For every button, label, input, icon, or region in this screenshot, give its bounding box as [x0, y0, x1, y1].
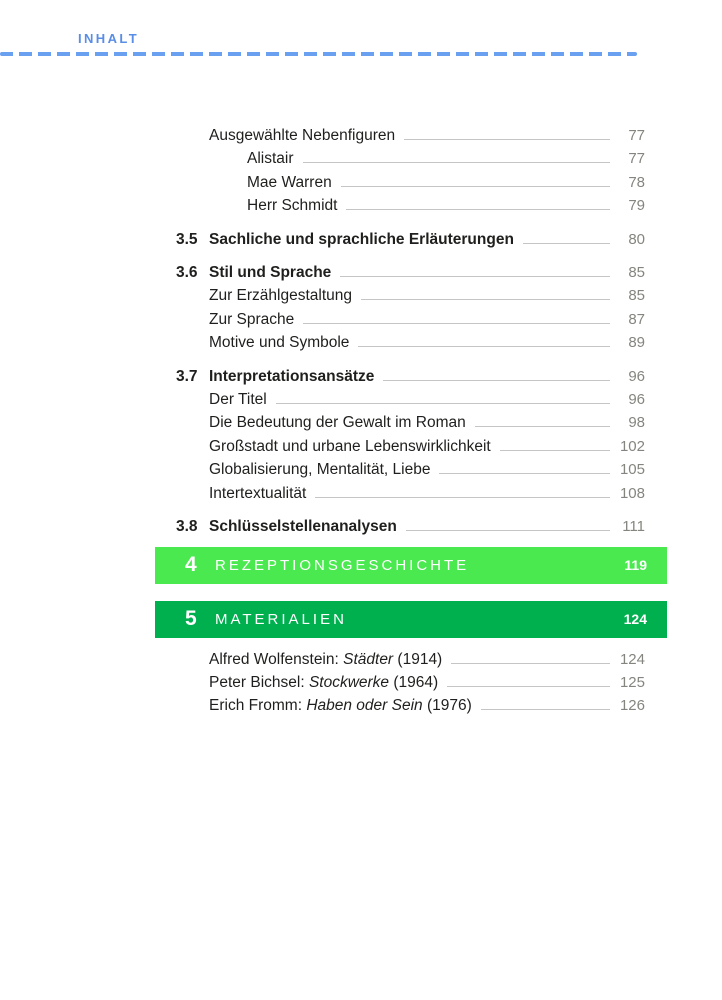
toc-row — [155, 388, 667, 411]
toc-page-number: 102 — [619, 437, 645, 455]
toc-row — [155, 365, 667, 388]
toc-row — [155, 435, 667, 458]
toc-entry-work-title: Stockwerke — [308, 673, 390, 691]
toc-page-number: 124 — [619, 650, 645, 668]
chapter-page-number: 124 — [623, 611, 647, 627]
leader-line — [315, 497, 610, 498]
toc-row — [155, 331, 667, 354]
toc-entry-work-title: Städter — [343, 650, 394, 668]
toc-section-number: 3.6 — [176, 264, 198, 282]
toc-entry-label — [209, 671, 438, 694]
toc-entry-label: Mae Warren — [247, 173, 332, 191]
leader-line — [439, 473, 610, 474]
toc-page-number: 77 — [628, 127, 645, 144]
toc-page-number: 108 — [619, 484, 645, 502]
toc-entry-label: Alistair — [247, 150, 294, 168]
toc-row — [155, 147, 667, 170]
chapter-page-number: 119 — [624, 557, 647, 573]
dashed-divider — [0, 52, 637, 56]
toc-page-number: 79 — [628, 197, 645, 215]
leader-line — [340, 276, 610, 277]
toc-entry-text: Peter Bichsel: — [209, 673, 309, 691]
toc-page-number: 77 — [628, 150, 645, 168]
toc-row — [155, 458, 667, 481]
toc-page-number: 125 — [619, 673, 645, 691]
leader-line — [303, 162, 610, 163]
toc-entry-label — [209, 694, 472, 717]
leader-line — [358, 346, 610, 347]
toc-entry-text: Alfred Wolfenstein: — [209, 650, 344, 668]
leader-line — [475, 426, 610, 427]
toc-entry-label: Sachliche und sprachliche Erläuterungen — [209, 230, 514, 248]
toc-row — [155, 171, 667, 194]
chapter-number: 5 — [185, 607, 197, 630]
toc-section-number: 3.7 — [176, 367, 198, 385]
leader-line — [303, 323, 610, 324]
leader-line — [383, 380, 610, 381]
leader-line — [451, 663, 610, 664]
toc-entry-label — [209, 648, 442, 671]
toc-page-number: 98 — [628, 414, 645, 432]
toc-entry-label: Stil und Sprache — [209, 264, 332, 282]
toc-group — [155, 365, 667, 505]
toc-entry-label: Die Bedeutung der Gewalt im Roman — [209, 414, 466, 432]
chapter-number: 4 — [185, 553, 197, 576]
toc-entry-label: Zur Erzählgestaltung — [209, 287, 353, 305]
toc-row — [155, 228, 667, 251]
toc-page-number: 85 — [628, 264, 645, 282]
toc-entry-label: Zur Sprache — [209, 310, 295, 328]
toc-page-number: 126 — [619, 697, 645, 715]
toc-row — [155, 284, 667, 307]
toc-row — [155, 411, 667, 434]
page-title: INHALT — [78, 31, 140, 46]
toc-entry-text: (1976) — [422, 697, 472, 715]
toc-row — [155, 648, 667, 671]
toc-group — [155, 515, 667, 538]
toc-entry-label: Großstadt und urbane Lebenswirklichkeit — [209, 437, 491, 455]
toc-list — [155, 124, 667, 718]
toc-page-number: 78 — [628, 173, 645, 191]
toc-row — [155, 515, 667, 538]
chapter-title: MATERIALIEN — [215, 610, 347, 628]
chapter-bar-5 — [155, 601, 667, 638]
toc-entry-label: Der Titel — [209, 391, 267, 409]
toc-group — [155, 228, 667, 251]
toc-page-number: 85 — [628, 287, 645, 305]
toc-row — [155, 482, 667, 505]
toc-page-number: 87 — [628, 310, 645, 328]
toc-row — [155, 194, 667, 217]
toc-section-number: 3.8 — [176, 518, 198, 536]
leader-line — [361, 299, 610, 300]
leader-line — [276, 403, 610, 404]
toc-entry-text: (1914) — [393, 650, 443, 668]
toc-group — [155, 261, 667, 355]
toc-entry-label: Schlüsselstellenanalysen — [209, 518, 397, 536]
chapter-title: REZEPTIONSGESCHICHTE — [215, 556, 470, 574]
toc-group — [155, 124, 667, 218]
toc-page-number: 105 — [619, 461, 645, 479]
leader-line — [341, 186, 610, 187]
toc-entry-label: Globalisierung, Mentalität, Liebe — [209, 461, 431, 479]
chapter-bar-4 — [155, 547, 667, 584]
toc-entry-label: Herr Schmidt — [247, 197, 338, 215]
toc-entry-label: Ausgewählte Nebenfiguren — [209, 127, 396, 144]
toc-entry-label: Motive und Symbole — [209, 334, 350, 352]
leader-line — [406, 530, 610, 531]
toc-page-number: 80 — [628, 230, 645, 248]
toc-row — [155, 261, 667, 284]
toc-row — [155, 671, 667, 694]
toc-page-number: 89 — [628, 334, 645, 352]
leader-line — [346, 209, 610, 210]
toc-entry-work-title: Haben oder Sein — [306, 697, 423, 715]
leader-line — [500, 450, 610, 451]
toc-group — [155, 648, 667, 718]
toc-entry-text: Erich Fromm: — [209, 697, 307, 715]
leader-line — [404, 139, 610, 140]
toc-row — [155, 124, 667, 147]
toc-entry-label: Interpretationsansätze — [209, 367, 375, 385]
toc-row — [155, 308, 667, 331]
leader-line — [481, 709, 610, 710]
toc-row — [155, 694, 667, 717]
toc-page-number: 111 — [622, 518, 645, 536]
leader-line — [447, 686, 610, 687]
toc-section-number: 3.5 — [176, 230, 198, 248]
toc-entry-label: Intertextualität — [209, 484, 307, 502]
toc-page-number: 96 — [628, 367, 645, 385]
leader-line — [523, 243, 610, 244]
toc-page-number: 96 — [628, 391, 645, 409]
toc-entry-text: (1964) — [389, 673, 439, 691]
